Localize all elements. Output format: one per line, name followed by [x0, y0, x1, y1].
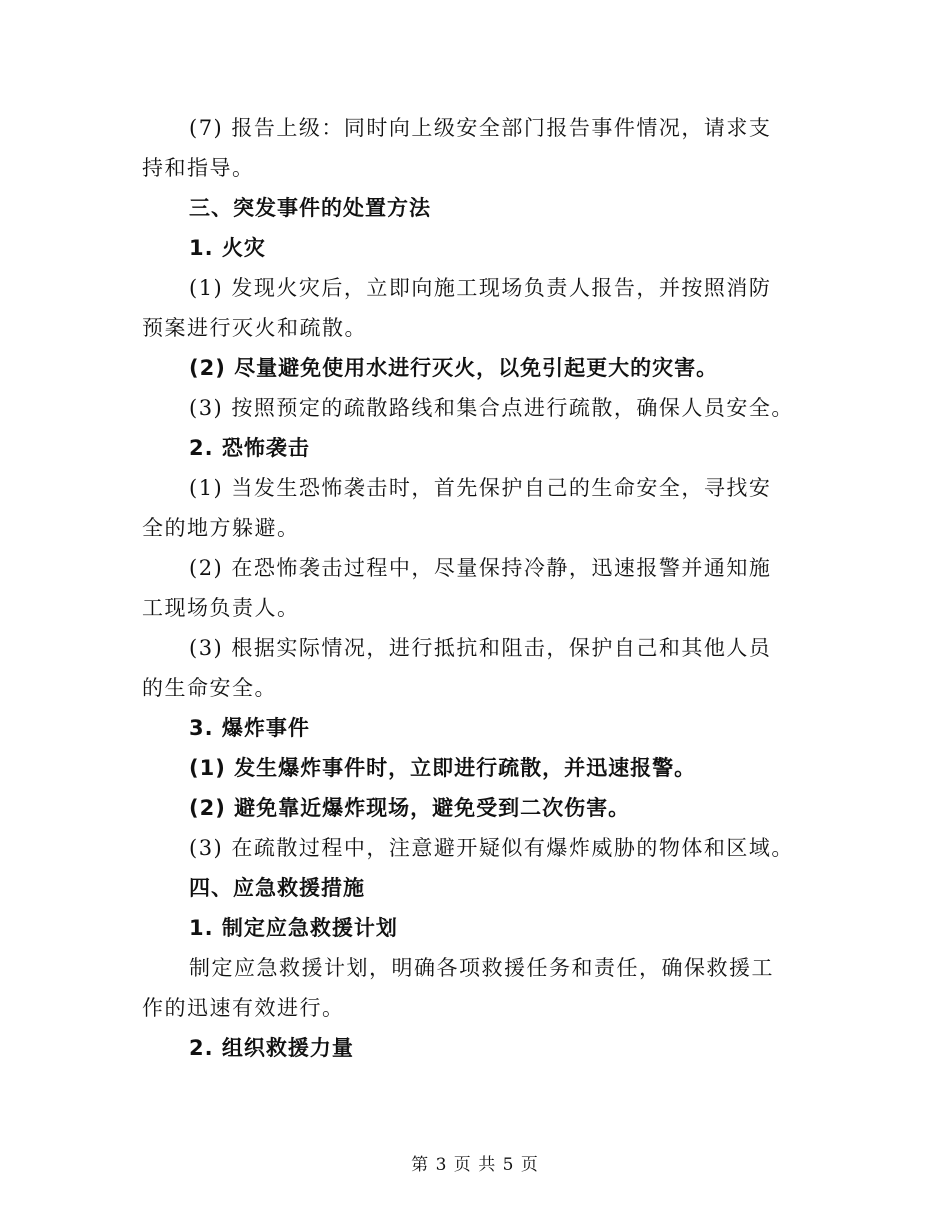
paragraph-line: 的生命安全。	[142, 676, 277, 700]
paragraph-line: (1) 发现火灾后，立即向施工现场负责人报告，并按照消防	[189, 276, 772, 300]
section-heading: 四、应急救援措施	[189, 876, 365, 900]
paragraph-line: 工现场负责人。	[142, 596, 300, 620]
paragraph-line: (3) 在疏散过程中，注意避开疑似有爆炸威胁的物体和区域。	[189, 836, 794, 860]
paragraph-line-bold: (2) 避免靠近爆炸现场，避免受到二次伤害。	[189, 796, 631, 820]
paragraph-line: (3) 根据实际情况，进行抵抗和阻击，保护自己和其他人员	[189, 636, 772, 660]
paragraph-line: (7) 报告上级：同时向上级安全部门报告事件情况，请求支	[189, 116, 772, 140]
subsection-heading: 3. 爆炸事件	[189, 716, 310, 740]
subsection-heading: 1. 火灾	[189, 236, 266, 260]
section-heading: 三、突发事件的处置方法	[189, 196, 431, 220]
paragraph-line: (1) 当发生恐怖袭击时，首先保护自己的生命安全，寻找安	[189, 476, 772, 500]
paragraph-line-bold: (2) 尽量避免使用水进行灭火，以免引起更大的灾害。	[189, 356, 719, 380]
subsection-heading: 2. 组织救援力量	[189, 1036, 354, 1060]
subsection-heading: 1. 制定应急救援计划	[189, 916, 398, 940]
paragraph-line-bold: (1) 发生爆炸事件时，立即进行疏散，并迅速报警。	[189, 756, 697, 780]
page-footer: 第 3 页 共 5 页	[411, 1155, 539, 1175]
paragraph-line: (3) 按照预定的疏散路线和集合点进行疏散，确保人员安全。	[189, 396, 794, 420]
paragraph-line: 全的地方躲避。	[142, 516, 300, 540]
paragraph-line: 持和指导。	[142, 156, 255, 180]
paragraph-line: 作的迅速有效进行。	[142, 996, 345, 1020]
paragraph-line: (2) 在恐怖袭击过程中，尽量保持冷静，迅速报警并通知施	[189, 556, 772, 580]
paragraph-line: 预案进行灭火和疏散。	[142, 316, 367, 340]
subsection-heading: 2. 恐怖袭击	[189, 436, 310, 460]
paragraph-line: 制定应急救援计划，明确各项救援任务和责任，确保救援工	[189, 956, 774, 980]
